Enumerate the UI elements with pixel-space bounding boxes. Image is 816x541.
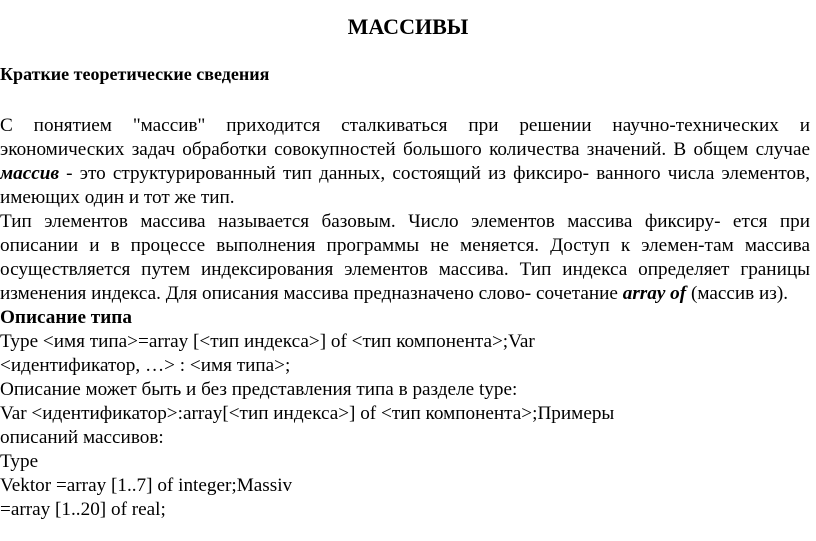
code-line: описаний массивов: xyxy=(0,427,164,448)
paragraph-intro-text-b: - это структурированный тип данных, состоящий из фиксиро- ванного числа элементов, имеющих один и тот же тип. xyxy=(0,163,810,208)
term-massiv: массив xyxy=(0,163,60,184)
section-subtitle: Краткие теоретические сведения xyxy=(0,64,270,84)
paragraph-intro-text-a: С понятием "массив" приходится сталкиваться при решении научно-технических и экономических задач обработки совокупностей большого количества значений. В общем случае xyxy=(0,115,810,160)
page-title: МАССИВЫ xyxy=(347,14,469,39)
code-line: Var <идентификатор>:array[<тип индекса>] of <тип компонента>;Примеры xyxy=(0,403,615,424)
code-line: Описание может быть и без представления типа в разделе type: xyxy=(0,379,518,400)
paragraph-intro xyxy=(0,114,810,210)
paragraph-base-type-text-b: (массив из). xyxy=(686,283,789,304)
code-line: Type <имя типа>=array [<тип индекса>] of <тип компонента>;Var xyxy=(0,331,535,352)
term-array-of: array of xyxy=(622,283,687,304)
document-body xyxy=(0,114,810,522)
section-heading: Описание типа xyxy=(0,307,132,328)
paragraph-base-type xyxy=(0,210,810,306)
code-line: Vektor =array [1..7] of integer;Massiv xyxy=(0,475,293,496)
code-line: Type xyxy=(0,451,39,472)
code-line: =array [1..20] of real; xyxy=(0,499,166,520)
paragraph-base-type-text-a: Тип элементов массива называется базовым. Число элементов массива фиксиру- ется при описании и в процессе выполнения программы не меняется. Доступ к элемен-там массива осуществляется путем индексирования элементов массива. Тип индекса определяет границы изменения индекса. Для описания массива предназначено слово- сочетание xyxy=(0,211,810,304)
code-line: <идентификатор, …> : <имя типа>; xyxy=(0,355,291,376)
